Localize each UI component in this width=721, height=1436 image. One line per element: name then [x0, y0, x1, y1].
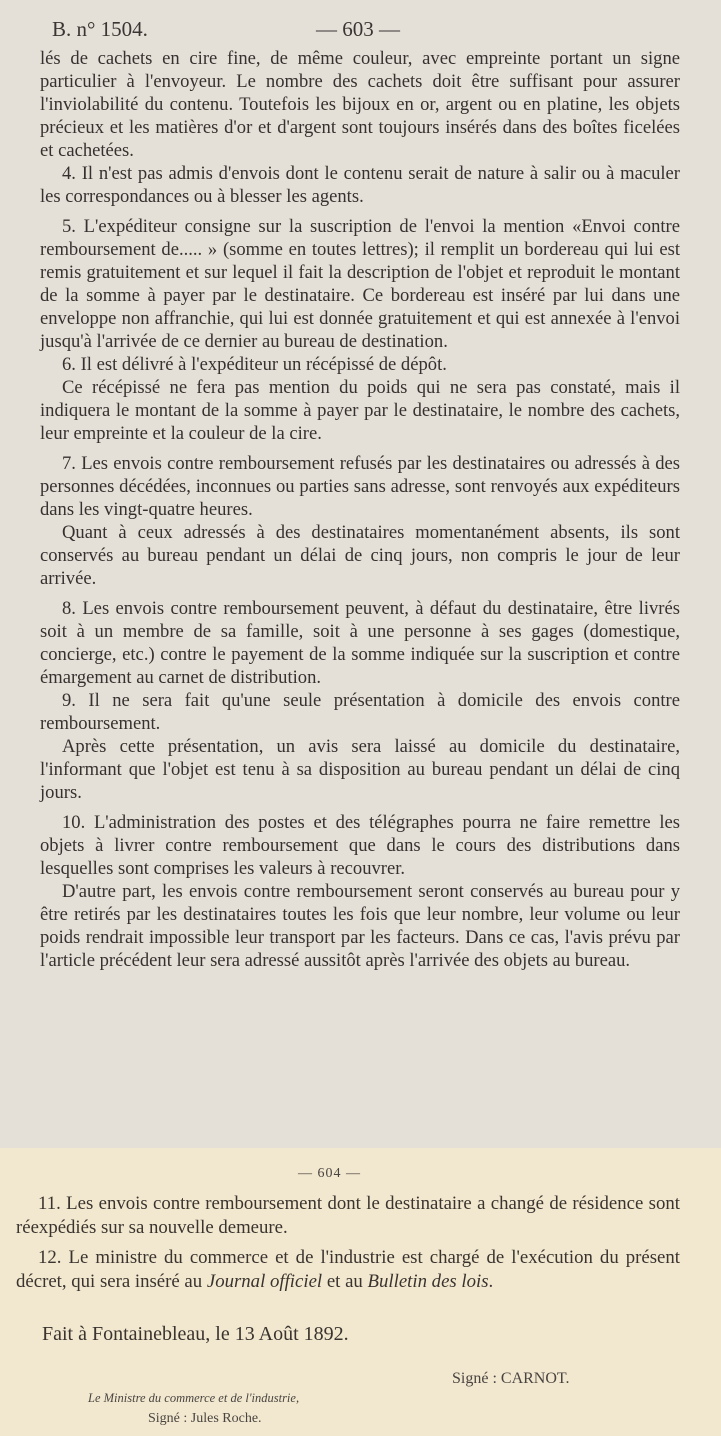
article-6: 6. Il est délivré à l'expéditeur un récépissé de dépôt. [62, 354, 447, 375]
decree-conclusion [16, 1192, 680, 1293]
article-12 [16, 1246, 680, 1293]
page-separator: — 604 — [298, 1166, 361, 1181]
article-10: 10. L'administration des postes et des télégraphes pourra ne faire remettre les objets à livrer contre remboursement que dans le cours des distributions dans lesquelles sont comprises les valeurs à recouvrer. [40, 812, 680, 879]
article-4: 4. Il n'est pas admis d'envois dont le contenu serait de nature à salir ou à maculer les correspondances ou à blesser les agents. [40, 163, 680, 207]
page-number: — 603 — [316, 17, 400, 41]
minister-title: Le Ministre du commerce et de l'industrie, [88, 1391, 300, 1405]
article-6-continued: Ce récépissé ne fera pas mention du poids qui ne sera pas constaté, mais il indiquera le montant de la somme à payer par le destinataire, le nombre des cachets, leur empreinte et la couleur de la cire. [40, 377, 680, 444]
decree-body [40, 47, 680, 972]
article-12-connector: et au [322, 1270, 368, 1292]
article-12-end: . [488, 1270, 494, 1292]
article-12-text: 12. Le ministre du commerce et de l'industrie est chargé de l'exécution du présent décret, qui sera inséré au [16, 1247, 680, 1292]
article-11: 11. Les envois contre remboursement dont le destinataire a changé de résidence sont réexpédiés sur sa nouvelle demeure. [16, 1193, 680, 1238]
journal-officiel-title: Journal officiel [206, 1270, 323, 1292]
article-7-continued: Quant à ceux adressés à des destinataires momentanément absents, ils sont conservés au bureau pendant un délai de cinq jours, non compris le jour de leur arrivée. [40, 522, 680, 589]
article-8: 8. Les envois contre remboursement peuvent, à défaut du destinataire, être livrés soit à un membre de sa famille, soit à une personne à ses gages (domestique, concierge, etc.) contre le payement de la somme indiquée sur la suscription et contre émargement au carnet de distribution. [40, 598, 680, 688]
article-9-continued: Après cette présentation, un avis sera laissé au domicile du destinataire, l'informant que l'objet est tenu à sa disposition au bureau pendant un délai de cinq jours. [40, 736, 680, 803]
page-header [52, 17, 652, 45]
minister-signature: Signé : Jules Roche. [148, 1411, 262, 1426]
bulletin-des-lois-title: Bulletin des lois [367, 1270, 489, 1292]
paragraph-continuation: lés de cachets en cire fine, de même couleur, avec empreinte portant un signe particulier à l'envoyeur. Le nombre des cachets doit être suffisant pour assurer l'inviolabilité du contenu. Toutefois les bijoux en or, argent ou en platine, les objets précieux et les matières d'or et d'argent sont toujours insérés dans des boîtes ficelées et cachetées. [40, 48, 680, 161]
article-5: 5. L'expéditeur consigne sur la suscription de l'envoi la mention «Envoi contre remboursement de..... » (somme en toutes lettres); il remplit un bordereau qui lui est remis gratuitement et sur lequel il fait la description de l'objet et reproduit le montant de la somme à payer par le destinataire. Ce bordereau est inséré par lui dans une enveloppe non affranchie, qui lui est donnée gratuitement et qui est annexée à l'envoi jusqu'à l'arrivée de ce dernier au bureau de destination. [40, 216, 680, 352]
article-10-continued: D'autre part, les envois contre remboursement seront conservés au bureau pour y être retirés par les destinataires toutes les fois que leur nombre, leur volume ou leur poids rendrait impossible leur transport par les facteurs. Dans ce cas, l'avis prévu par l'article précédent leur sera adressé aussitôt après l'arrivée des objets au bureau. [40, 881, 680, 971]
bulletin-reference: B. n° 1504. [52, 17, 148, 41]
article-7: 7. Les envois contre remboursement refusés par les destinataires ou adressés à des personnes décédées, inconnues ou parties sans adresse, sont renvoyés aux expéditeurs dans les vingt-quatre heures. [40, 453, 680, 520]
article-9: 9. Il ne sera fait qu'une seule présentation à domicile des envois contre remboursement. [40, 690, 680, 734]
place-date-line: Fait à Fontainebleau, le 13 Août 1892. [42, 1323, 349, 1345]
president-signature: Signé : CARNOT. [452, 1370, 570, 1387]
